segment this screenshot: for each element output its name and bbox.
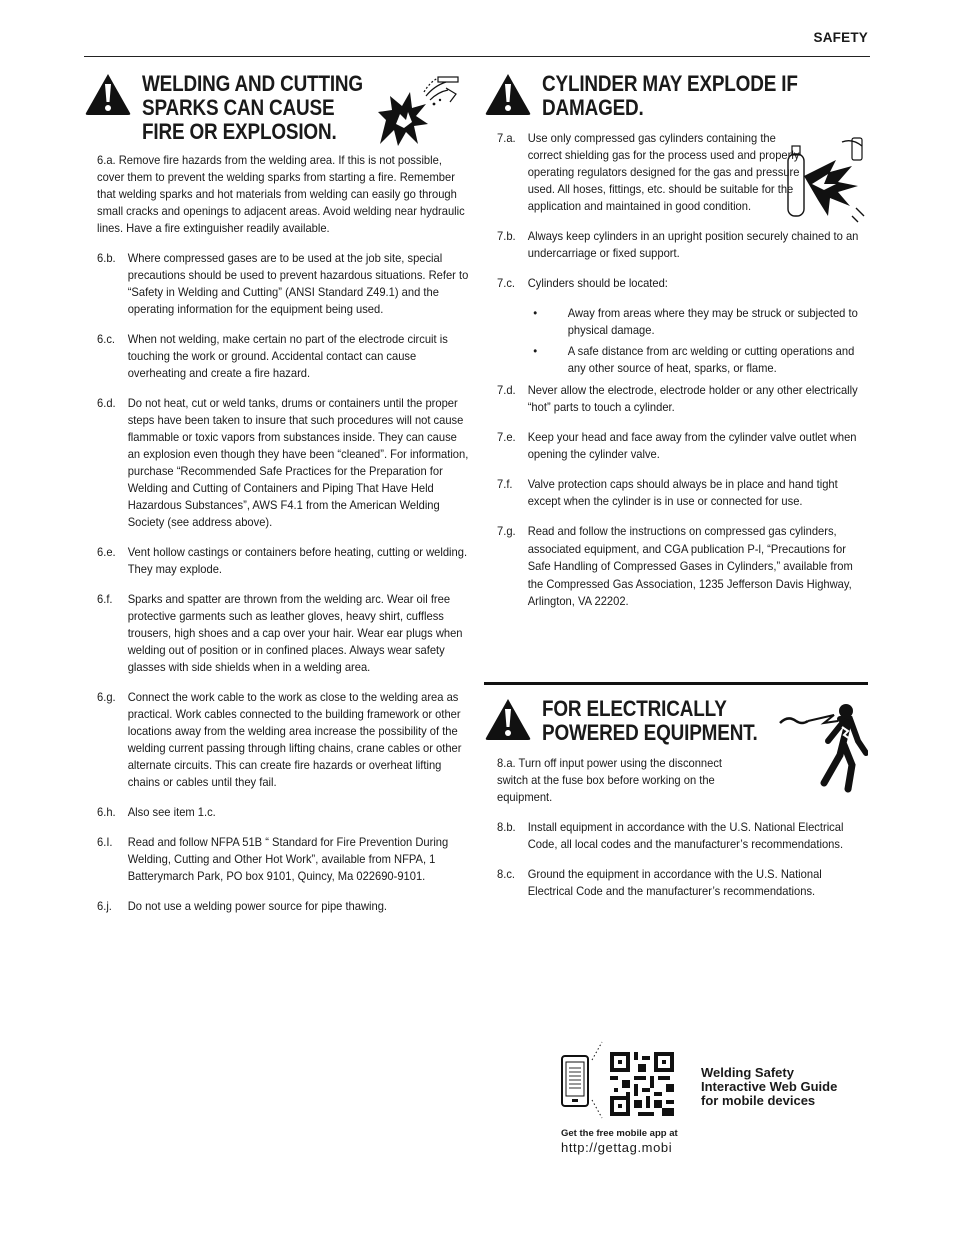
item-text: Turn off input power using the disconnect switch at the fuse box before working on the equipment. bbox=[497, 756, 723, 804]
list-item bbox=[484, 228, 865, 262]
item-number: 6.f. bbox=[97, 592, 113, 606]
item-number: 8.b. bbox=[497, 820, 516, 834]
item-number: 6.e. bbox=[97, 545, 116, 559]
mobile-app-promo bbox=[556, 1040, 876, 1160]
item-number: 6.j. bbox=[97, 899, 112, 913]
item-number: 7.d. bbox=[497, 383, 516, 397]
item-text: Remove fire hazards from the welding area. If this is not possible, cover them to prevent the welding sparks from starting a fire. Remember that welding sparks and hot materials from welding can easily go through small cracks and openings to adjacent areas. Avoid welding near hydraulic lines. Have a fire extinguisher readily available. bbox=[97, 153, 465, 235]
item-number: 7.e. bbox=[497, 430, 516, 444]
list-item bbox=[84, 898, 470, 915]
qr-code-icon bbox=[610, 1052, 674, 1116]
section-6-header bbox=[84, 70, 472, 152]
list-item bbox=[84, 544, 470, 578]
section-8-items-continued bbox=[484, 819, 870, 900]
list-item bbox=[484, 382, 865, 416]
section-8-rule bbox=[484, 682, 868, 685]
list-item bbox=[84, 591, 470, 676]
item-number: 7.c. bbox=[497, 276, 516, 290]
electric-shock-icon bbox=[778, 699, 868, 795]
item-number: 6.I. bbox=[97, 835, 113, 849]
item-text: Keep your head and face away from the cylinder valve outlet when opening the cylinder valve. bbox=[527, 430, 857, 461]
item-text: Where compressed gases are to be used at the job site, special precautions should be used to prevent hazardous situations. Refer to “Safety in Welding and Cutting” (ANSI Standard Z49.1) and the operating information for the equipment being used. bbox=[127, 251, 469, 316]
section-7-header bbox=[484, 70, 868, 130]
list-item bbox=[484, 429, 865, 463]
list-item bbox=[84, 804, 470, 821]
item-text: Also see item 1.c. bbox=[127, 805, 216, 819]
app-url-link[interactable]: http://gettag.mobi bbox=[561, 1140, 673, 1155]
item-text: Sparks and spatter are thrown from the welding arc. Wear oil free protective garments such as leather gloves, heavy shirt, cuffless trousers, high shoes and a cap over your hair. Wear ear plugs when welding out of position or in confined places. Always wear safety glasses with side shields when in a welding area. bbox=[127, 592, 463, 674]
item-number: 6.d. bbox=[97, 396, 116, 410]
bullet-item: • A safe distance from arc welding or cutting operations and any other source of heat, sparks, or flame. bbox=[528, 343, 866, 377]
section-8-items bbox=[484, 755, 754, 806]
warning-triangle-icon bbox=[84, 72, 132, 116]
list-item bbox=[484, 523, 865, 611]
list-item bbox=[84, 331, 470, 382]
item-number: 8.c. bbox=[497, 867, 516, 881]
app-cta-text: Get the free mobile app at bbox=[561, 1128, 678, 1139]
header-section-label: SAFETY bbox=[813, 30, 868, 45]
item-text: Cylinders should be located: bbox=[527, 276, 668, 290]
section-8-title: FOR ELECTRICALLY POWERED EQUIPMENT. bbox=[542, 696, 758, 745]
item-number: 6.c. bbox=[97, 332, 116, 346]
item-text: Always keep cylinders in an upright position securely chained to an undercarriage or fixed support. bbox=[527, 229, 859, 260]
sparks-explosion-icon bbox=[376, 74, 462, 148]
item-text: When not welding, make certain no part of the electrode circuit is touching the work or ground. Accidental contact can cause overheating and create a fire hazard. bbox=[127, 332, 448, 380]
list-item bbox=[84, 834, 470, 885]
header-rule bbox=[84, 56, 870, 57]
item-number: 6.h. bbox=[97, 805, 116, 819]
list-item bbox=[484, 866, 870, 900]
list-item bbox=[484, 275, 865, 377]
item-text: Use only compressed gas cylinders containing the correct shielding gas for the process used and properly operating regulators designed for the gas and pressure used. All hoses, fittings, etc. should be suitable for the application and maintained in good condition. bbox=[527, 131, 800, 213]
list-item bbox=[484, 476, 865, 510]
section-7 bbox=[484, 70, 868, 624]
item-number: 7.g. bbox=[497, 524, 516, 538]
list-item bbox=[84, 395, 470, 531]
item-text: Ground the equipment in accordance with the U.S. National Electrical Code and the manufacturer’s recommendations. bbox=[527, 867, 822, 898]
section-7-title: CYLINDER MAY EXPLODE IF DAMAGED. bbox=[542, 71, 798, 120]
list-item bbox=[84, 152, 470, 237]
item-text: Connect the work cable to the work as close to the welding area as practical. Work cables connected to the building framework or other locations away from the welding area increase the possibility of the welding current passing through lifting chains, crane cables or other alternate circuits. This can create fire hazards or overheat lifting chains or cables until they fail. bbox=[127, 690, 462, 789]
item-text: Read and follow the instructions on compressed gas cylinders, associated equipment, and CGA publication P-l, “Precautions for Safe Handling of Compressed Gases in Cylinders,” available from the Compressed Gas Association, 1235 Jefferson Davis Highway, Arlington, VA 22202. bbox=[527, 524, 853, 608]
item-text: Valve protection caps should always be in place and hand tight except when the cylinder is in use or connected for use. bbox=[527, 477, 838, 508]
list-item bbox=[84, 689, 470, 791]
section-6-items bbox=[84, 152, 470, 915]
list-item bbox=[484, 755, 754, 806]
list-item bbox=[484, 819, 870, 853]
list-item bbox=[484, 130, 807, 215]
section-6-title: WELDING AND CUTTING SPARKS CAN CAUSE FIRE OR EXPLOSION. bbox=[142, 71, 363, 144]
warning-triangle-icon bbox=[484, 697, 532, 741]
item-text: Never allow the electrode, electrode holder or any other electrically “hot” parts to touch a cylinder. bbox=[527, 383, 858, 414]
item-number: 6.b. bbox=[97, 251, 116, 265]
section-8 bbox=[484, 682, 868, 913]
mobile-phone-icon bbox=[560, 1040, 606, 1120]
item-number: 7.f. bbox=[497, 477, 513, 491]
section-7-items bbox=[484, 130, 800, 215]
bullet-item: • Away from areas where they may be struck or subjected to physical damage. bbox=[528, 305, 866, 339]
section-8-header bbox=[484, 695, 868, 755]
item-text: Do not heat, cut or weld tanks, drums or containers until the proper steps have been taken to insure that such procedures will not cause flammable or toxic vapors from substances inside. They can cause an explosion even though they have been “cleaned”. For information, purchase “Recommended Safe Practices for the Preparation for Welding and Cutting of Containers and Piping That Have Held Hazardous Substances”, AWS F4.1 from the American Welding Society (see address above). bbox=[127, 396, 469, 529]
app-title: Welding Safety Interactive Web Guide for mobile devices bbox=[701, 1065, 838, 1108]
item-text: Do not use a welding power source for pipe thawing. bbox=[127, 899, 388, 913]
item-number: 7.b. bbox=[497, 229, 516, 243]
item-number: 7.a. bbox=[497, 131, 516, 145]
list-item bbox=[84, 250, 470, 318]
warning-triangle-icon bbox=[484, 72, 532, 116]
item-number: 8.a. bbox=[497, 756, 516, 770]
section-7-items-continued bbox=[484, 228, 865, 611]
bullet-list bbox=[528, 305, 866, 377]
item-number: 6.g. bbox=[97, 690, 116, 704]
item-text: Read and follow NFPA 51B “ Standard for Fire Prevention During Welding, Cutting and Other Hot Work”, available from NFPA, 1 Batterymarch Park, PO box 9101, Quincy, Ma 022690-9101. bbox=[127, 835, 449, 883]
item-number: 6.a. bbox=[97, 153, 116, 167]
item-text: Install equipment in accordance with the U.S. National Electrical Code, all local codes and the manufacturer’s recommendations. bbox=[527, 820, 844, 851]
item-text: Vent hollow castings or containers before heating, cutting or welding. They may explode. bbox=[127, 545, 468, 576]
section-6 bbox=[84, 70, 472, 928]
